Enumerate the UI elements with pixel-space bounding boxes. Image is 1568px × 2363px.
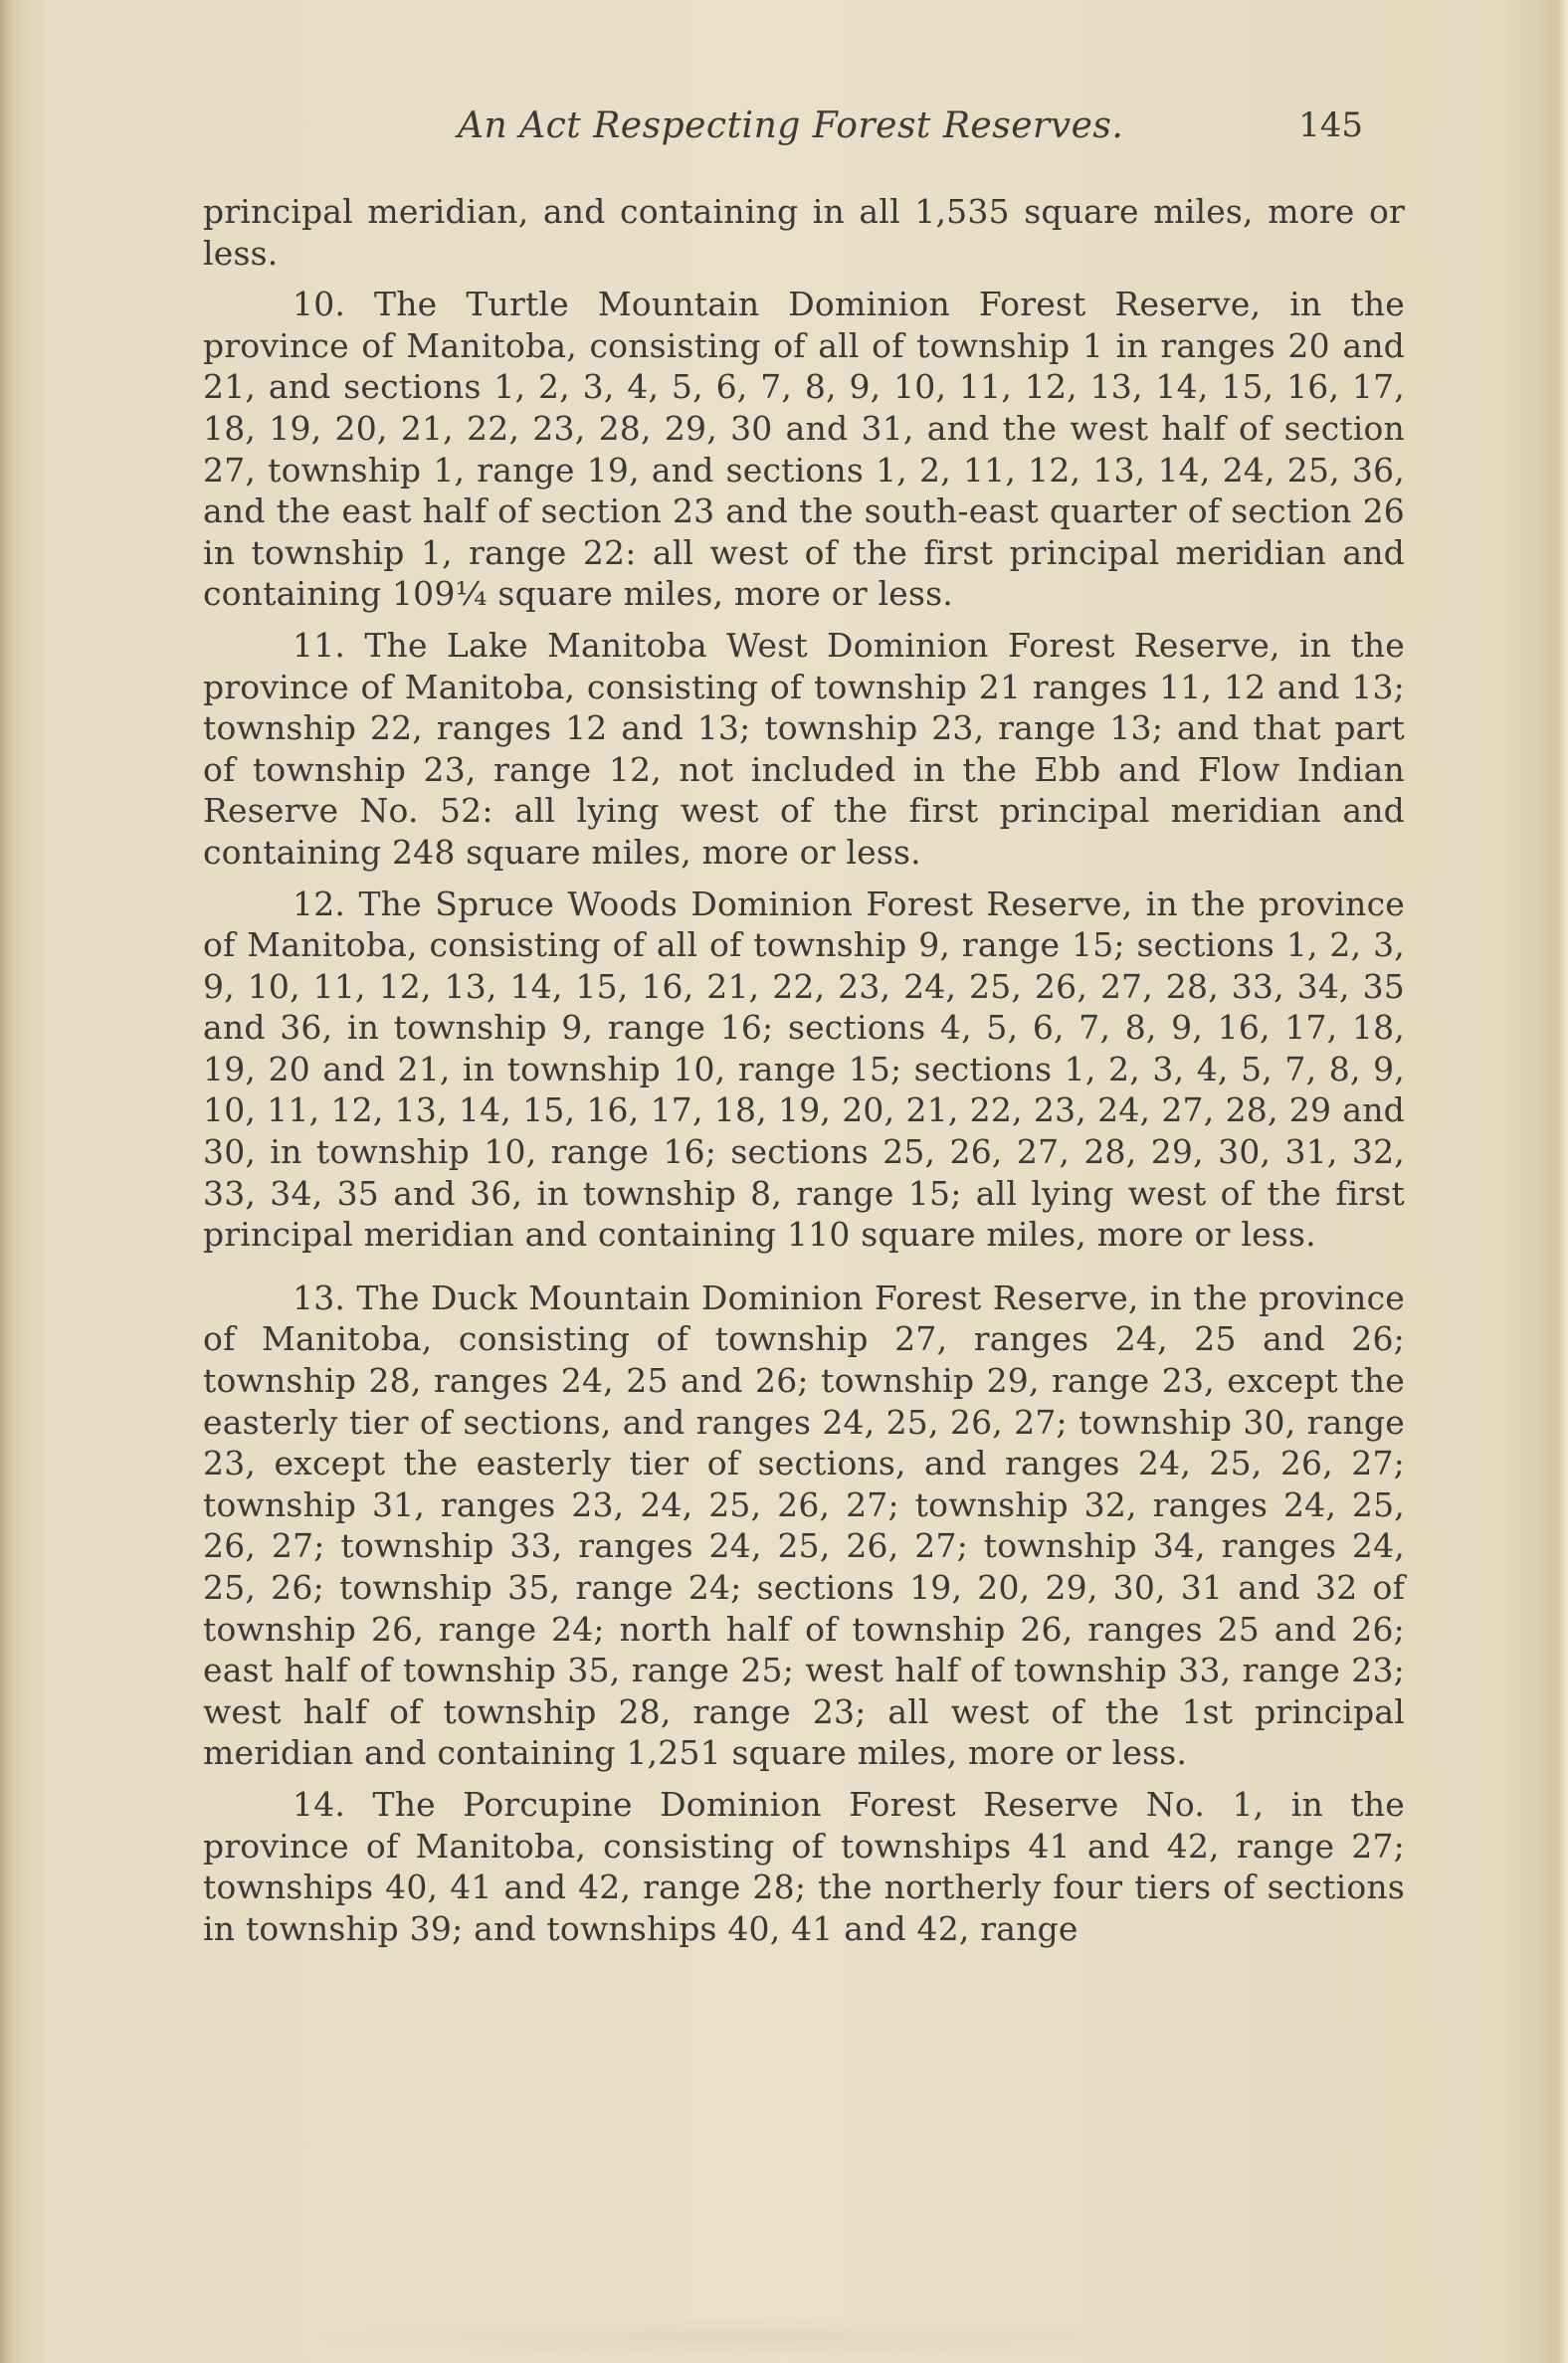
page-edge bbox=[1546, 0, 1568, 2363]
paragraph-14 bbox=[203, 1784, 1405, 1949]
page-number: 145 bbox=[1298, 105, 1363, 145]
paragraph-number: 12. bbox=[293, 884, 346, 923]
running-title: An Act Respecting Forest Reserves. bbox=[458, 105, 1124, 146]
paragraph-number: 10. bbox=[293, 285, 346, 324]
paragraph-text: The Duck Mountain Dominion Forest Reserve, in the province of Manitoba, consisting of township 27, ranges 24, 25 and 26; township 28, ranges 24, 25 and 26; township 29, range 23, except the easterly tier of sections, and ranges 24, 25, 26, 27; township 30, range 23, except the easterly tier of sections, and ranges 24, 25, 26, 27; township 31, ranges 23, 24, 25, 26, 27; township 32, ranges 24, 25, 26, 27; township 33, ranges 24, 25, 26, 27; township 34, ranges 24, 25, 26; township 35, range 24; sections 19, 20, 29, 30, 31 and 32 of township 26, range 24; north half of township 26, ranges 25 and 26; east half of township 35, range 25; west half of township 33, range 23; west half of township 28, range 23; all west of the 1st principal meridian and containing 1,251 square miles, more or less. bbox=[203, 1278, 1405, 1773]
paragraph-continuation bbox=[203, 191, 1405, 274]
paragraph-text: The Spruce Woods Dominion Forest Reserve, in the province of Manitoba, consisting of all of township 9, range 15; sections 1, 2, 3, 9, 10, 11, 12, 13, 14, 15, 16, 21, 22, 23, 24, 25, 26, 27, 28, 33, 34, 35 and 36, in township 9, range 16; sections 4, 5, 6, 7, 8, 9, 16, 17, 18, 19, 20 and 21, in township 10, range 15; sections 1, 2, 3, 4, 5, 7, 8, 9, 10, 11, 12, 13, 14, 15, 16, 17, 18, 19, 20, 21, 22, 23, 24, 27, 28, 29 and 30, in township 10, range 16; sections 25, 26, 27, 28, 29, 30, 31, 32, 33, 34, 35 and 36, in township 8, range 15; all lying west of the first principal meridian and containing 110 square miles, more or less. bbox=[203, 884, 1405, 1255]
paragraph-12 bbox=[203, 884, 1405, 1256]
paragraph-text: The Lake Manitoba West Dominion Forest Reserve, in the province of Manitoba, consisting of township 21 ranges 11, 12 and 13; township 22, ranges 12 and 13; township 23, range 13; and that part of township 23, range 12, not included in the Ebb and Flow Indian Reserve No. 52: all lying west of the first principal meridian and containing 248 square miles, more or less. bbox=[203, 625, 1405, 872]
paragraph-text: principal meridian, and containing in all 1,535 square miles, more or less. bbox=[203, 192, 1405, 273]
paragraph-11 bbox=[203, 625, 1405, 874]
paragraph-number: 14. bbox=[293, 1784, 346, 1824]
paragraph-10 bbox=[203, 284, 1405, 615]
body-text bbox=[203, 191, 1405, 1959]
paragraph-13 bbox=[203, 1278, 1405, 1774]
paper-smudge bbox=[298, 2318, 1194, 2358]
paragraph-number: 11. bbox=[293, 625, 346, 665]
paragraph-text: The Porcupine Dominion Forest Reserve No. 1, in the province of Manitoba, consisting of townships 41 and 42, range 27; townships 40, 41 and 42, range 28; the northerly four tiers of sections in township 39; and townships 40, 41 and 42, range bbox=[203, 1784, 1405, 1948]
paragraph-number: 13. bbox=[293, 1278, 346, 1317]
paragraph-text: The Turtle Mountain Dominion Forest Reserve, in the province of Manitoba, consisting of all of township 1 in ranges 20 and 21, and sections 1, 2, 3, 4, 5, 6, 7, 8, 9, 10, 11, 12, 13, 14, 15, 16, 17, 18, 19, 20, 21, 22, 23, 28, 29, 30 and 31, and the west half of section 27, township 1, range 19, and sections 1, 2, 11, 12, 13, 14, 24, 25, 36, and the east half of section 23 and the south-east quarter of section 26 in township 1, range 22: all west of the first principal meridian and containing 109¼ square miles, more or less. bbox=[203, 285, 1405, 614]
page-spine-shadow bbox=[0, 0, 14, 2363]
running-head bbox=[199, 99, 1403, 169]
